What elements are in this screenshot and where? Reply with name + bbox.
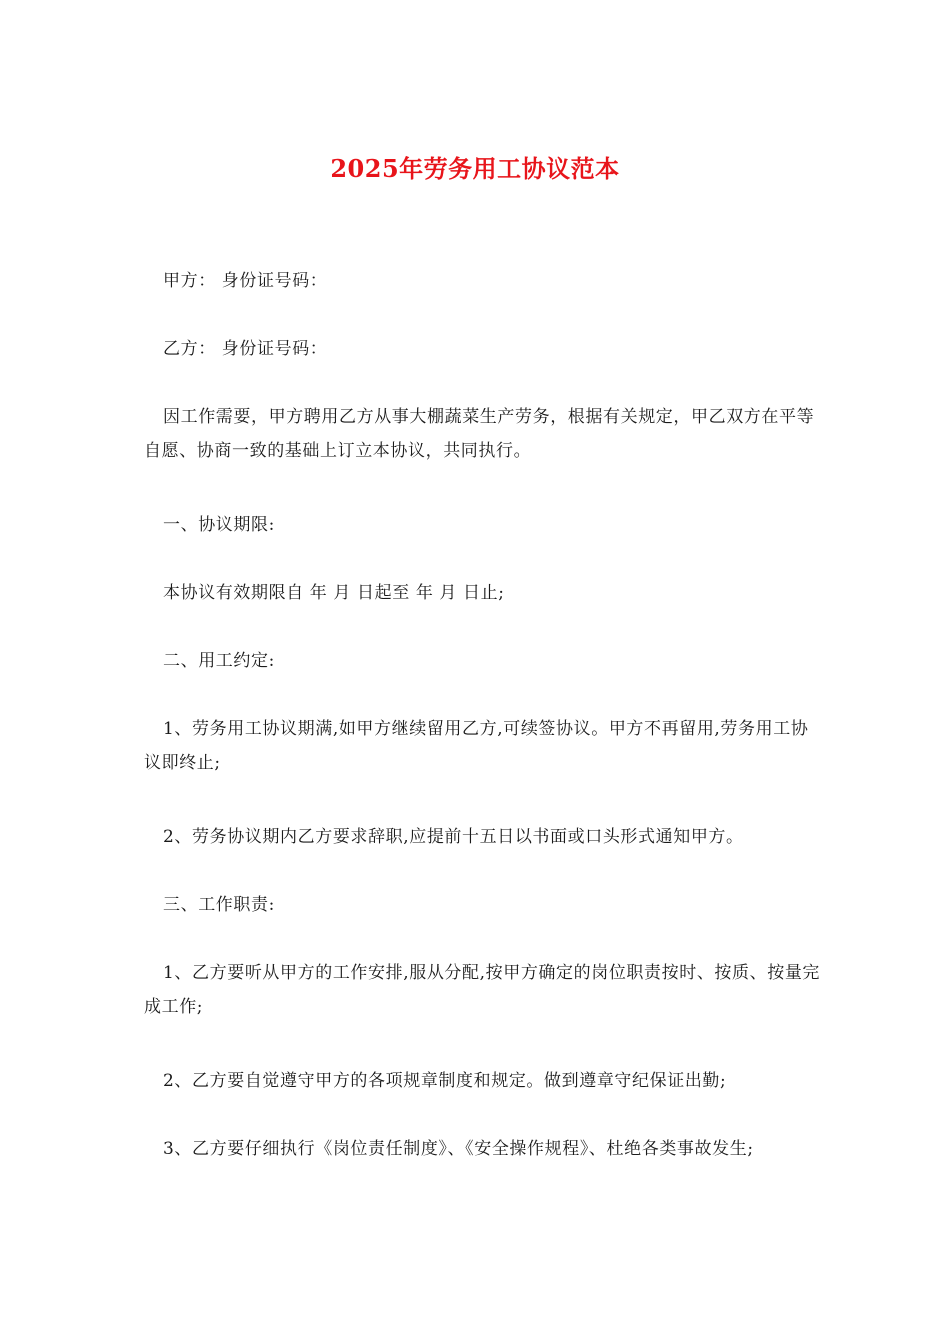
duty-clause-1: 1、乙方要听从甲方的工作安排,服从分配,按甲方确定的岗位职责按时、按质、按量完成工作; (144, 963, 821, 1017)
party-a-line: 甲方： 身份证号码： (163, 271, 328, 291)
intro-paragraph: 因工作需要，甲方聘用乙方从事大棚蔬菜生产劳务，根据有关规定，甲乙双方在平等自愿、协商一致的基础上订立本协议，共同执行。 (144, 407, 815, 461)
employment-clause-1: 1、劳务用工协议期满,如甲方继续留用乙方,可续签协议。甲方不再留用,劳务用工协议即终止; (144, 719, 809, 773)
duty-clause-3: 3、乙方要仔细执行《岗位责任制度》、《安全操作规程》、杜绝各类事故发生; (163, 1139, 754, 1159)
employment-clause-2: 2、劳务协议期内乙方要求辞职,应提前十五日以书面或口头形式通知甲方。 (163, 827, 744, 847)
duty-clause-2: 2、乙方要自觉遵守甲方的各项规章制度和规定。做到遵章守纪保证出勤; (163, 1071, 727, 1091)
section-heading-duties: 三、工作职责: (163, 895, 275, 915)
party-b-line: 乙方： 身份证号码： (163, 339, 328, 359)
section-heading-employment: 二、用工约定: (163, 651, 275, 671)
document-title: 2025年劳务用工协议范本 (330, 154, 620, 183)
section-heading-term: 一、协议期限: (163, 515, 275, 535)
term-clause: 本协议有效期限自 年 月 日起至 年 月 日止; (163, 583, 505, 603)
